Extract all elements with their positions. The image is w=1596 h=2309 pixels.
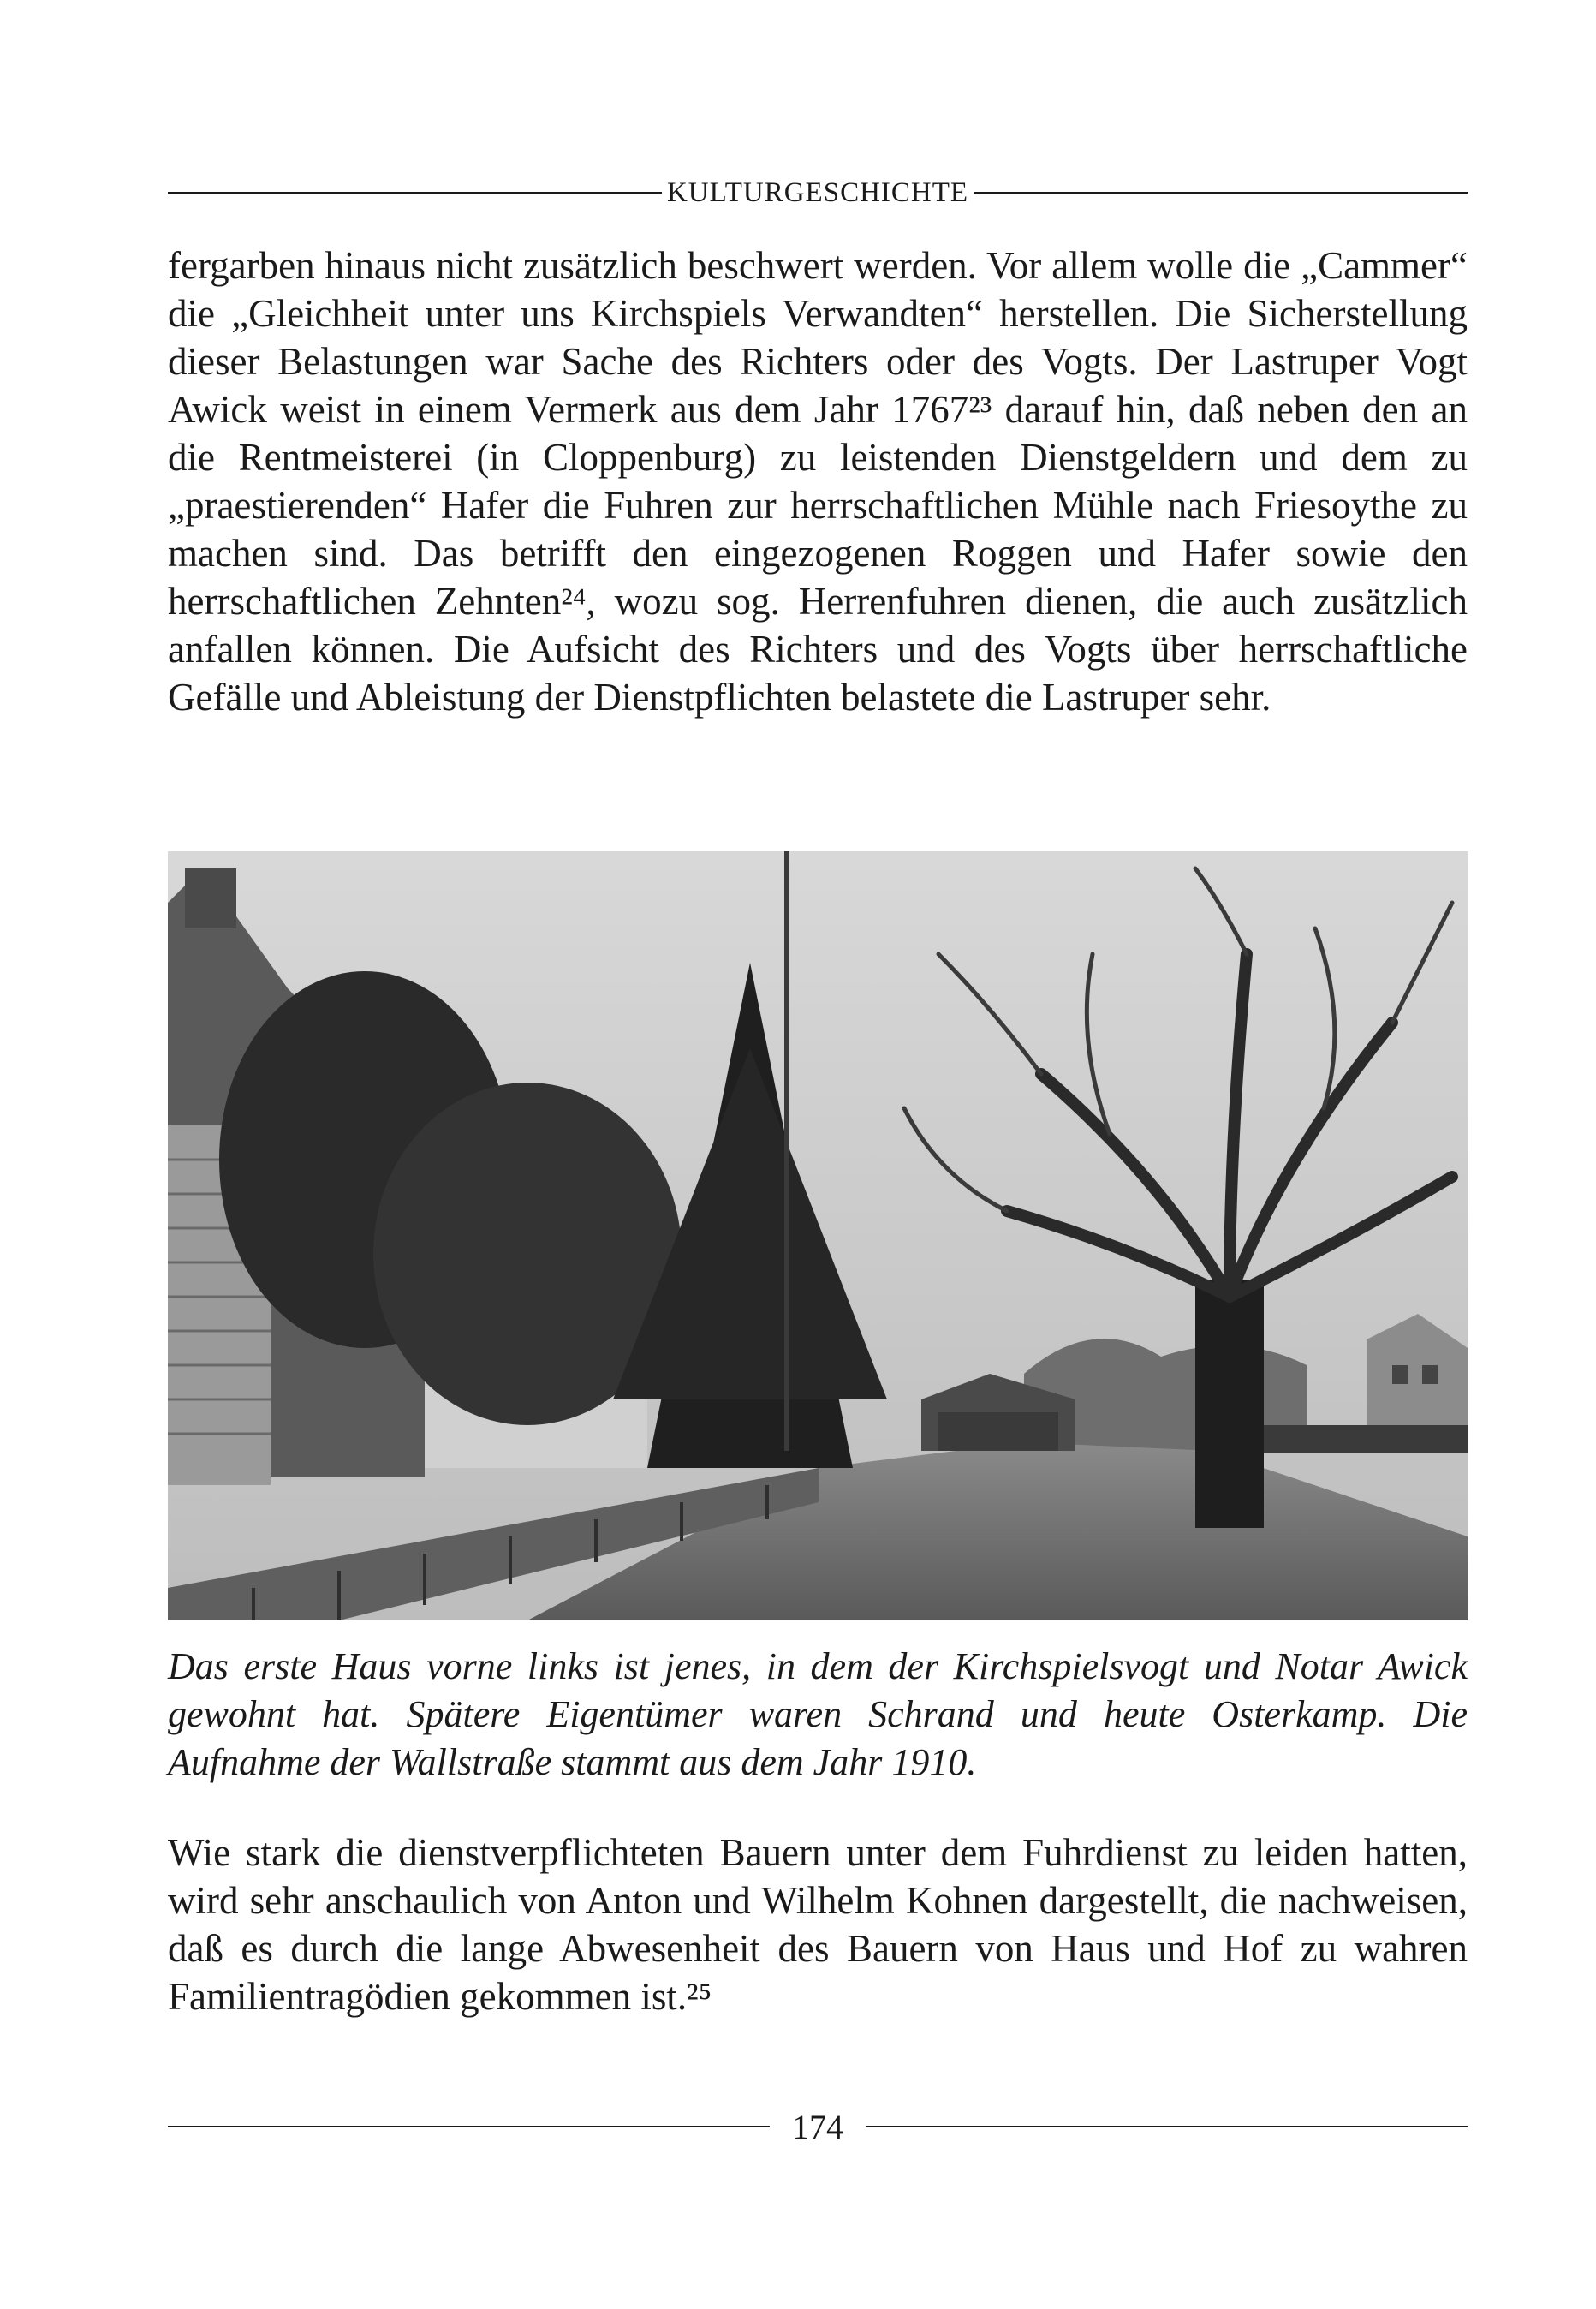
photo-caption [168,1643,1468,1787]
running-header [168,171,1468,214]
body-paragraph-2 [168,1829,1468,2090]
footer-rule-left [168,2126,770,2127]
header-rule-left [168,192,662,194]
page-footer [168,2103,1468,2151]
page-number: 174 [792,2107,843,2146]
header-title: KULTURGESCHICHTE [666,176,969,208]
paragraph-2-text: Wie stark die dienstverpflichteten Bauern unter dem Fuhrdienst zu leiden hatten, wird sehr anschaulich von Anton und Wilhelm Kohnen dargestellt, die nachweisen, daß es durch die lange Abwesenheit des Bauern von Haus und Hof zu wahren Familientragödien gekommen ist.²⁵ [168,1831,1468,2018]
footer-rule-right [866,2126,1468,2127]
historic-street-photo [168,851,1468,1620]
paragraph-1-text: fergarben hinaus nicht zusätzlich beschwert werden. Vor allem wolle die „Cammer“ die „Gleichheit unter uns Kirchspiels Verwandten“ herstellen. Die Sicherstellung dieser Belastungen war Sache des Richters oder des Vogts. Der Lastruper Vogt Awick weist in einem Vermerk aus dem Jahr 1767²³ darauf hin, daß neben den an die Rentmeisterei (in Cloppenburg) zu leistenden Dienstgeldern und dem zu „praestierenden“ Hafer die Fuhren zur herrschaftlichen Mühle nach Friesoythe zu machen sind. Das betrifft den eingezogenen Roggen und Hafer sowie den herrschaftlichen Zehnten²⁴, wozu sog. Herrenfuhren dienen, die auch zusätzlich anfallen können. Die Aufsicht des Richters und des Vogts über herrschaftliche Gefälle und Ableistung der Dienstpflichten belastete die Lastruper sehr. [168,244,1468,719]
photo-illustration [168,851,1468,1620]
body-paragraph-1 [168,242,1468,824]
header-rule-right [974,192,1468,194]
caption-text: Das erste Haus vorne links ist jenes, in dem der Kirchspielsvogt und Notar Awick gewohnt hat. Spätere Eigentümer waren Schrand und heute Osterkamp. Die Aufnahme der Wallstraße stammt aus dem Jahr 1910. [168,1645,1468,1783]
